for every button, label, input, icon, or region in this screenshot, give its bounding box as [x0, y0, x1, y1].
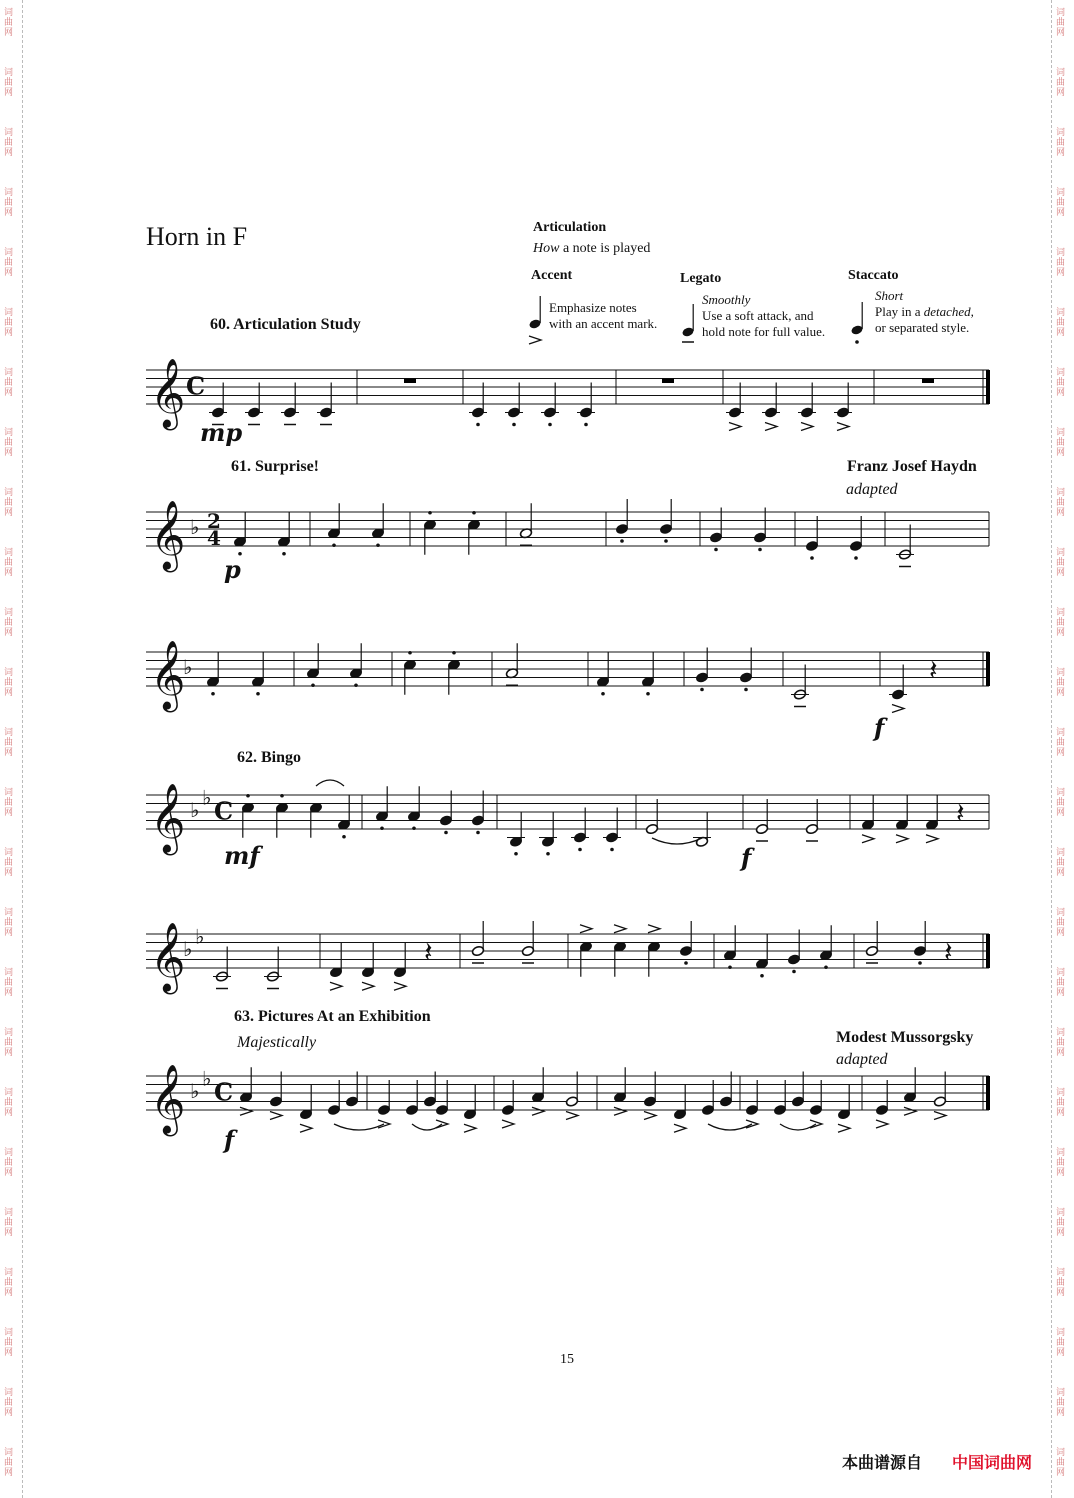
flat-sign: ♭: [190, 798, 200, 822]
note: [306, 643, 319, 687]
staccato-dot: [700, 688, 704, 692]
staccato-dot: [412, 826, 416, 830]
watermark-text: 词 曲 网: [1056, 488, 1066, 518]
accent-mark: [674, 1124, 686, 1132]
note: [423, 1072, 436, 1108]
staccato-dot: [512, 423, 516, 427]
staccato-dot: [792, 970, 796, 974]
watermark-text: 词 曲 网: [1056, 968, 1066, 998]
watermark-text: 词 曲 网: [1056, 308, 1066, 338]
staccato-dot: [610, 848, 614, 852]
accent-mark: [394, 982, 406, 990]
staccato-dot: [824, 965, 828, 969]
note: [403, 651, 416, 695]
treble-clef-icon: 𝄞: [150, 783, 186, 853]
note: [773, 1080, 786, 1116]
watermark-text: 词 曲 网: [4, 188, 14, 218]
note: [299, 1084, 312, 1132]
watermark-text: 词 曲 网: [4, 908, 14, 938]
note: [837, 1084, 850, 1132]
dynamic-f: f: [741, 843, 752, 872]
accent-mark: [837, 423, 849, 431]
articulation-title: Articulation: [533, 220, 607, 235]
quarter-rest: 𝄽: [929, 653, 938, 687]
watermark-text: 词 曲 网: [4, 1208, 14, 1238]
note: [726, 383, 744, 431]
watermark-text: 词 曲 网: [4, 1388, 14, 1418]
treble-clef-icon: 𝄞: [150, 500, 186, 570]
staccato-dot: [584, 423, 588, 427]
note: [889, 665, 907, 713]
accent-mark: [270, 1112, 282, 1120]
note: [463, 1084, 476, 1132]
note: [447, 651, 460, 695]
staccato-dot: [728, 965, 732, 969]
accent-mark: [330, 982, 342, 990]
slur: [780, 1124, 816, 1130]
accent-mark: [502, 1120, 514, 1128]
note: [875, 1080, 888, 1128]
accent-mark: [464, 1124, 476, 1132]
flat-sign: ♭: [190, 515, 200, 539]
accent-mark: [926, 835, 938, 843]
note: [903, 1067, 916, 1115]
watermark-text: 词 曲 网: [1056, 128, 1066, 158]
watermark-text: 词 曲 网: [1056, 1088, 1066, 1118]
accent-mark: [362, 982, 374, 990]
final-barline: [986, 1076, 990, 1110]
source-site-link[interactable]: 中国词曲网: [952, 1453, 1033, 1472]
note: [723, 925, 736, 969]
accent-mark: [896, 835, 908, 843]
note: [673, 1084, 686, 1132]
watermark-text: 词 曲 网: [1056, 848, 1066, 878]
note: [269, 1072, 282, 1120]
watermark-text: 词 曲 网: [1056, 188, 1066, 218]
accent-mark: [566, 1112, 578, 1120]
time-signature: C: [214, 796, 234, 826]
staccato-dot: [854, 556, 858, 560]
note: [809, 1080, 822, 1128]
note: [377, 1080, 390, 1128]
watermark-text: 词 曲 网: [1056, 908, 1066, 938]
accent-mark: [529, 336, 541, 344]
watermark-text: 词 曲 网: [1056, 1388, 1066, 1418]
watermark-text: 词 曲 网: [4, 248, 14, 278]
watermark-text: 词 曲 网: [4, 1448, 14, 1478]
note: [407, 786, 420, 830]
note: [925, 795, 938, 843]
note: [345, 1072, 358, 1108]
note: [435, 1080, 448, 1128]
watermark-text: 词 曲 网: [1056, 1268, 1066, 1298]
treble-clef-icon: 𝄞: [150, 1064, 186, 1134]
note: [239, 1067, 252, 1115]
watermark-text: 词 曲 网: [1056, 1328, 1066, 1358]
watermark-text: 词 曲 网: [4, 8, 14, 38]
note: [762, 383, 780, 431]
exercise-61-composer: Franz Josef Haydn: [847, 458, 977, 475]
whole-rest: [404, 379, 416, 384]
exercise-63-adapted: adapted: [836, 1051, 888, 1068]
watermark-text: 词 曲 网: [1056, 68, 1066, 98]
staccato-dot: [744, 688, 748, 692]
dynamic-f: f: [224, 1125, 235, 1154]
quarter-rest: 𝄽: [424, 935, 433, 969]
staccato-dot: [714, 548, 718, 552]
slur: [708, 1124, 752, 1130]
whole-rest: [922, 379, 934, 384]
instrument-title: Horn in F: [146, 222, 248, 251]
watermark-text: 词 曲 网: [1056, 548, 1066, 578]
note: [467, 511, 480, 555]
note: [361, 942, 374, 990]
watermark-text: 词 曲 网: [1056, 668, 1066, 698]
watermark-text: 词 曲 网: [1056, 248, 1066, 278]
accent-mark: [862, 835, 874, 843]
staccato-dot: [342, 835, 346, 839]
staff-exercise-61-line-2: [146, 640, 989, 712]
watermark-text: 词 曲 网: [4, 608, 14, 638]
note: [505, 643, 518, 685]
staccato-description: Short Play in a detached, or separated style.: [875, 288, 974, 335]
note: [933, 1072, 946, 1120]
watermark-text: 词 曲 网: [1056, 8, 1066, 38]
exercise-63-composer: Modest Mussorgsky: [836, 1029, 974, 1046]
watermark-text: 词 曲 网: [4, 1148, 14, 1178]
note: [693, 812, 711, 848]
note: [507, 812, 525, 856]
legato-label: Legato: [680, 271, 722, 286]
staff-exercise-60: [146, 358, 989, 430]
treble-clef-icon: 𝄞: [150, 640, 186, 710]
whole-rest: [662, 379, 674, 384]
staccato-dot: [408, 651, 412, 655]
final-barline: [986, 934, 990, 968]
legato-description: Smoothly Use a soft attack, and hold note for full value.: [702, 292, 826, 339]
treble-clef-icon: 𝄞: [150, 922, 186, 992]
note: [798, 383, 816, 431]
accent-mark: [729, 423, 741, 431]
accent-mark: [614, 1107, 626, 1115]
watermark-text: 词 曲 网: [4, 1328, 14, 1358]
watermark-text: 词 曲 网: [4, 128, 14, 158]
note: [275, 794, 288, 838]
staccato-dot: [684, 961, 688, 965]
time-signature: C: [214, 1077, 234, 1107]
exercise-61-adapted: adapted: [846, 481, 898, 498]
quarter-rest: 𝄽: [956, 796, 965, 830]
staccato-dot: [311, 683, 315, 687]
note: [565, 1072, 578, 1120]
staccato-dot: [855, 340, 859, 344]
note: [501, 1080, 514, 1128]
articulation-subtitle: How a note is played: [533, 241, 651, 256]
watermark-text: 词 曲 网: [4, 728, 14, 758]
accent-mark: [838, 1124, 850, 1132]
source-label: 本曲谱源自: [842, 1453, 923, 1472]
accent-mark: [892, 705, 904, 713]
staccato-dot: [601, 692, 605, 696]
staccato-dot: [578, 848, 582, 852]
watermark-text: 词 曲 网: [1056, 1148, 1066, 1178]
watermark-text: 词 曲 网: [4, 848, 14, 878]
final-barline: [986, 652, 990, 686]
accent-mark: [532, 1107, 544, 1115]
staccato-dot: [376, 543, 380, 547]
watermark-text: 词 曲 网: [1056, 1028, 1066, 1058]
note: [895, 795, 908, 843]
watermark-text: 词 曲 网: [4, 968, 14, 998]
time-signature: C: [186, 371, 206, 401]
accent-mark: [934, 1112, 946, 1120]
watermark-text: 词 曲 网: [4, 788, 14, 818]
staccato-dot: [476, 423, 480, 427]
note: [371, 503, 384, 547]
flat-sign: ♭: [183, 937, 193, 961]
note: [531, 1067, 544, 1115]
watermark-text: 词 曲 网: [4, 488, 14, 518]
note: [309, 802, 322, 838]
note: [337, 795, 350, 839]
staccato-dot: [548, 423, 552, 427]
watermark-text: 词 曲 网: [4, 368, 14, 398]
watermark-text: 词 曲 网: [4, 1088, 14, 1118]
flat-sign: ♭: [183, 655, 193, 679]
accent-mark: [614, 925, 626, 933]
watermark-text: 词 曲 网: [1056, 368, 1066, 398]
quarter-rest: 𝄽: [944, 935, 953, 969]
note: [643, 1072, 656, 1120]
staccato-dot: [332, 543, 336, 547]
note: [241, 794, 254, 838]
staccato-dot: [760, 974, 764, 978]
note: [719, 1072, 732, 1108]
watermark-text: 词 曲 网: [1056, 428, 1066, 458]
accent-label: Accent: [531, 268, 573, 283]
staccato-dot: [211, 692, 215, 696]
staccato-dot: [546, 852, 550, 856]
note: [277, 512, 290, 556]
staccato-dot: [256, 692, 260, 696]
staccato-dot: [428, 511, 432, 515]
note: [423, 511, 436, 555]
note: [819, 925, 832, 969]
staccato-dot: [620, 539, 624, 543]
staccato-dot: [758, 548, 762, 552]
note: [393, 942, 406, 990]
staccato-dot: [810, 556, 814, 560]
note: [791, 1072, 804, 1108]
watermark-text: 词 曲 网: [1056, 1448, 1066, 1478]
accent-mark: [580, 925, 592, 933]
exercise-62-title: 62. Bingo: [237, 749, 302, 766]
note: [349, 643, 362, 687]
watermark-text: 词 曲 网: [4, 428, 14, 458]
note: [375, 786, 388, 830]
accent-mark: [240, 1107, 252, 1115]
staccato-dot: [514, 852, 518, 856]
slur: [652, 838, 702, 844]
dynamic-f: f: [874, 713, 885, 742]
watermark-text: 词 曲 网: [4, 68, 14, 98]
time-signature: 4: [207, 526, 221, 550]
final-barline: [986, 370, 990, 404]
flat-sign: ♭: [202, 1066, 212, 1091]
note: [539, 812, 557, 856]
staccato-dot: [472, 511, 476, 515]
dynamic-p: p: [224, 555, 241, 584]
note: [645, 799, 658, 835]
accent-mark: [648, 925, 660, 933]
note: [327, 503, 340, 547]
dynamic-mf: mf: [224, 841, 260, 870]
watermark-text: 词 曲 网: [1056, 1208, 1066, 1238]
watermark-text: 词 曲 网: [1056, 728, 1066, 758]
note: [519, 503, 532, 545]
note: [251, 652, 264, 696]
time-signature: 2: [207, 509, 221, 533]
dynamic-mp: mp: [200, 418, 243, 447]
note: [861, 795, 874, 843]
staccato-dot: [354, 683, 358, 687]
staff-exercise-61-line-1: [146, 500, 989, 572]
accent-description: Emphasize notes with an accent mark.: [549, 300, 658, 331]
watermark-text: 词 曲 网: [1056, 608, 1066, 638]
staff-exercise-62-line-1: [146, 783, 989, 855]
accent-mark: [300, 1124, 312, 1132]
exercise-60-title: 60. Articulation Study: [210, 316, 361, 333]
accent-mark: [644, 1112, 656, 1120]
watermark-text: 词 曲 网: [4, 1268, 14, 1298]
staccato-dot: [664, 539, 668, 543]
staccato-dot: [646, 692, 650, 696]
watermark-text: 词 曲 网: [1056, 788, 1066, 818]
staccato-dot: [380, 826, 384, 830]
watermark-text: 词 曲 网: [4, 668, 14, 698]
slur: [316, 780, 344, 786]
page-number: 15: [560, 1352, 574, 1367]
accent-mark: [876, 1120, 888, 1128]
watermark-text: 词 曲 网: [4, 548, 14, 578]
note: [745, 1080, 758, 1128]
staccato-dot: [452, 651, 456, 655]
exercise-63-tempo: Majestically: [237, 1034, 317, 1051]
note: [327, 1080, 340, 1116]
staccato-label: Staccato: [848, 268, 899, 283]
note: [701, 1080, 714, 1116]
staccato-dot: [918, 961, 922, 965]
note: [641, 652, 654, 696]
treble-clef-icon: 𝄞: [150, 358, 186, 428]
accent-mark: [801, 423, 813, 431]
watermark-text: 词 曲 网: [4, 308, 14, 338]
note: [596, 652, 609, 696]
watermark-text: 词 曲 网: [4, 1028, 14, 1058]
note: [206, 652, 219, 696]
flat-sign: ♭: [195, 924, 205, 949]
flat-sign: ♭: [190, 1079, 200, 1103]
note: [613, 1067, 626, 1115]
note: [834, 383, 852, 431]
note: [329, 942, 342, 990]
accent-mark: [765, 423, 777, 431]
staccato-dot: [476, 831, 480, 835]
accent-mark: [904, 1107, 916, 1115]
staccato-dot: [444, 831, 448, 835]
note: [405, 1080, 418, 1116]
note: [755, 934, 768, 978]
staccato-dot: [280, 794, 284, 798]
flat-sign: ♭: [202, 785, 212, 810]
note: [233, 512, 246, 556]
exercise-61-title: 61. Surprise!: [231, 458, 319, 475]
staccato-dot: [282, 552, 286, 556]
exercise-63-title: 63. Pictures At an Exhibition: [234, 1008, 431, 1025]
slur: [334, 1124, 384, 1130]
staccato-dot: [246, 794, 250, 798]
